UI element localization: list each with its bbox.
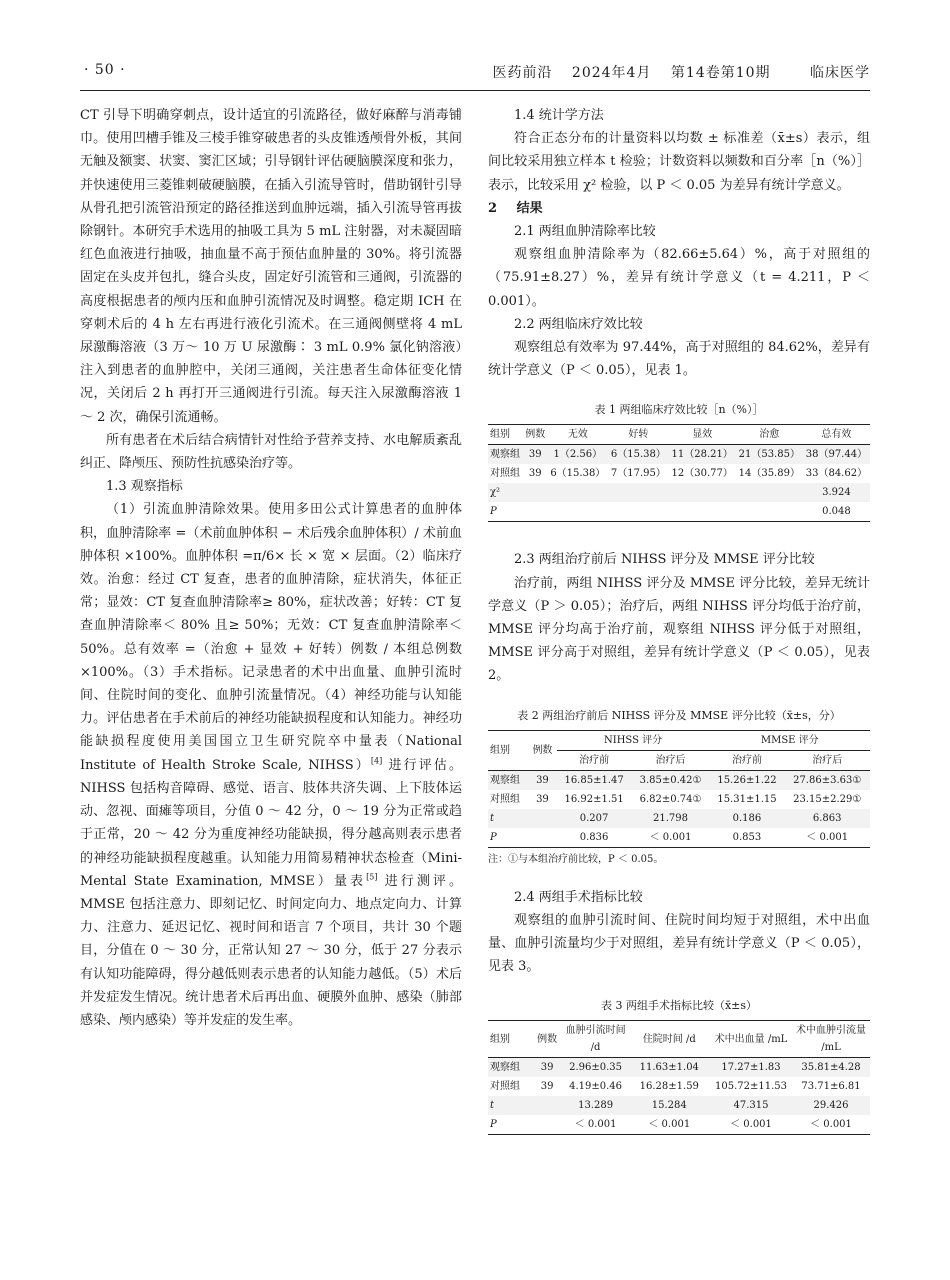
table-row xyxy=(488,483,870,502)
t2-cell: 0.836 xyxy=(579,831,609,843)
table-1 xyxy=(488,402,870,522)
t1-cell: 39 xyxy=(523,445,548,465)
journal-info xyxy=(478,62,870,82)
table-row xyxy=(488,809,870,828)
heading-1-4: 1.4 统计学方法 xyxy=(514,108,604,123)
heading-2-title: 结果 xyxy=(516,200,543,216)
t3-cell: P xyxy=(490,1119,497,1131)
t2-cell: 0.207 xyxy=(557,809,632,828)
heading-2-3: 2.3 两组治疗前后 NIHSS 评分及 MMSE 评分比较 xyxy=(514,552,815,568)
t2-cell: t xyxy=(488,809,528,828)
t2-cell: 6.863 xyxy=(784,809,870,828)
t3-cell: 73.71±6.81 xyxy=(801,1081,861,1093)
paragraph-2-4: 观察组的血肿引流时间、住院时间均短于对照组，术中出血量、血肿引流量均少于对照组，差异有统计学意义（P ＜ 0.05），见表 3。 xyxy=(488,912,870,975)
t3-cell: 2.96±0.35 xyxy=(563,1058,629,1078)
t3-cell: 105.72±11.53 xyxy=(715,1081,787,1093)
t1-cell: 12（30.77） xyxy=(671,468,733,480)
t2-cell: 23.15±2.29① xyxy=(793,793,862,805)
citation-4: [4] xyxy=(370,756,383,766)
t3-header: 住院时间 /d xyxy=(629,1021,710,1058)
t1-header: 总有效 xyxy=(803,425,870,445)
t3-cell: ＜ 0.001 xyxy=(574,1119,617,1131)
t3-header: 例数 xyxy=(532,1021,563,1058)
t2-cell: 15.31±1.15 xyxy=(717,793,777,805)
t3-cell: 39 xyxy=(532,1058,563,1078)
t1-cell: 6（15.38） xyxy=(550,468,606,480)
paragraph-2-1: 观察组血肿清除率为（82.66±5.64）%，高于对照组的（75.91±8.27）%，差异有统计学意义（t = 4.211，P ＜ 0.001）。 xyxy=(488,247,870,309)
t3-cell: 16.28±1.59 xyxy=(639,1081,699,1093)
t1-cell: 39 xyxy=(528,468,542,480)
table-row xyxy=(488,790,870,809)
t3-cell xyxy=(532,1115,563,1135)
t1-cell: 对照组 xyxy=(490,468,520,480)
issue-date: 2024年4月 xyxy=(571,65,652,81)
t3-cell xyxy=(532,1096,563,1115)
paragraph-statistics: 符合正态分布的计量资料以均数 ± 标准差（x̄±s）表示，组间比较采用独立样本 t 检验；计数资料以频数和百分率［n（%）］表示，比较采用 χ² 检验，以 P ＜ 0.05 为差异有统计学意义。 xyxy=(488,131,870,193)
t3-cell: 39 xyxy=(540,1081,554,1093)
table-row xyxy=(488,828,870,848)
t3-cell: 4.19±0.46 xyxy=(569,1081,623,1093)
running-header xyxy=(84,62,870,86)
issue-volume: 第14卷第10期 xyxy=(670,65,771,81)
paragraph-procedure: CT 引导下明确穿刺点，设计适宜的引流路径，做好麻醉与消毒铺巾。使用凹槽手锥及三棱手锥穿破患者的头皮锥透颅骨外板，其间无触及额窦、状窦、窦汇区域；引导钢针评估硬脑膜深度和张力，并快速使用三菱锥刺破硬脑膜，在插入引流导管时，借助钢针引导从骨孔把引流管沿预定的路径推送到血肿远端，插入引流导管再拔除钢针。本研究手术选用的抽吸工具为 5 mL 注射器，对未凝固暗红色血液进行抽吸，抽血量不高于预估血肿量的 30%。将引流器固定在头皮并包扎，缝合头皮，固定好引流管和三通阀，引流器的高度根据患者的颅内压和血肿引流情况及时调整。稳定期 ICH 在穿刺术后的 4 h 左右再进行液化引流术。在三通阀侧壁将 4 mL 尿激酶溶液（3 万～ 10 万 U 尿激酶∶ 3 mL 0.9% 氯化钠溶液）注入到患者的血肿腔中，关闭三通阀，关注患者生命体征变化情况，关闭后 2 h 再打开三通阀进行引流。每天注入尿激酶溶液 1 ～ 2 次，确保引流通畅。 xyxy=(80,108,462,425)
t1-cell: 11（28.21） xyxy=(669,445,736,465)
t1-header: 治愈 xyxy=(736,425,803,445)
t1-cell: 14（35.89） xyxy=(738,468,800,480)
t2-header-after: 治疗后 xyxy=(632,750,710,770)
t1-cell xyxy=(523,483,548,502)
heading-2 xyxy=(488,197,870,220)
t1-cell xyxy=(523,502,548,522)
table-row xyxy=(488,1115,870,1135)
table-row xyxy=(488,1077,870,1096)
t2-header-mmse: MMSE 评分 xyxy=(710,730,870,750)
heading-1-3: 1.3 观察指标 xyxy=(106,479,183,495)
obs-text-b: 进行评估。NIHSS 包括构音障碍、感觉、语言、肢体共济失调、上下肢体运动、忽视、面瘫等项目，分值 0 ～ 42 分，0 ～ 19 分为正常或趋于正常，20 ～ 42 分为重度神经功能缺损，得分越高则表示患者的神经功能缺损程度越重。认知能力用简易精神状态检查（Mini-Mental State Examination, MMSE）量表 xyxy=(80,757,462,889)
left-column xyxy=(80,104,462,1032)
t2-cell xyxy=(528,809,556,828)
paragraph-2-2: 观察组总有效率为 97.44%，高于对照组的 84.62%，差异有统计学意义（P ＜ 0.05），见表 1。 xyxy=(488,340,870,379)
t3-header: 术中血肿引流量 /mL xyxy=(792,1021,870,1058)
t2-header-before: 治疗前 xyxy=(710,750,785,770)
paragraph-2-3: 治疗前，两组 NIHSS 评分及 MMSE 评分比较，差异无统计学意义（P ＞ 0.05）；治疗后，两组 NIHSS 评分均低于治疗前，MMSE 评分均高于治疗前，观察组 NIHSS 评分低于对照组，MMSE 评分高于对照组，差异有统计学意义（P ＜ 0.05），见表 2。 xyxy=(488,575,870,684)
t1-cell xyxy=(548,483,609,502)
t2-header-nihss: NIHSS 评分 xyxy=(557,730,710,750)
table-row xyxy=(488,445,870,465)
t2-cell: 0.853 xyxy=(732,831,762,843)
table-3-grid xyxy=(488,1020,870,1135)
table-2-caption: 表 2 两组治疗前后 NIHSS 评分及 MMSE 评分比较（x̄±s，分） xyxy=(517,708,841,722)
t1-cell xyxy=(608,483,669,502)
table-row xyxy=(488,1096,870,1115)
t3-cell: 观察组 xyxy=(488,1058,532,1078)
t3-cell: ＜ 0.001 xyxy=(648,1119,691,1131)
t2-header-after: 治疗后 xyxy=(784,750,870,770)
t1-header: 例数 xyxy=(523,425,548,445)
t2-cell: 39 xyxy=(536,793,549,805)
t3-cell: 17.27±1.83 xyxy=(710,1058,792,1078)
page-number: · 50 · xyxy=(84,62,126,78)
t1-cell: 3.924 xyxy=(803,483,870,502)
t3-cell: 11.63±1.04 xyxy=(629,1058,710,1078)
t3-cell: 47.315 xyxy=(710,1096,792,1115)
t1-cell xyxy=(669,502,736,522)
table-2 xyxy=(488,708,870,868)
t1-header: 显效 xyxy=(669,425,736,445)
table-row xyxy=(488,770,870,790)
heading-2-number: 2 xyxy=(488,200,498,216)
table-3 xyxy=(488,998,870,1135)
t1-cell: 38（97.44） xyxy=(803,445,870,465)
journal-name: 医药前沿 xyxy=(492,65,553,81)
t3-cell: t xyxy=(488,1096,532,1115)
t1-cell: 1（2.56） xyxy=(548,445,609,465)
t2-cell: 16.85±1.47 xyxy=(557,770,632,790)
t3-cell: ＜ 0.001 xyxy=(810,1119,852,1131)
paragraph-postop-care: 所有患者在术后结合病情针对性给予营养支持、水电解质紊乱纠正、降颅压、预防性抗感染治疗等。 xyxy=(80,432,462,472)
t2-cell: 27.86±3.63① xyxy=(784,770,870,790)
table-2-grid xyxy=(488,730,870,848)
t2-cell: 对照组 xyxy=(490,793,520,805)
t2-cell: 16.92±1.51 xyxy=(564,793,624,805)
obs-text-a: （1）引流血肿清除效果。使用多田公式计算患者的血肿体积，血肿清除率 =（术前血肿体积 − 术后残余血肿体积）/ 术前血肿体积 ×100%。血肿体积 =π/6× 长 × 宽 × 层面。（2）临床疗效。治愈：经过 CT 复查，患者的血肿清除，症状消失，体征正常；显效：CT 复查血肿清除率≥ 80%，症状改善；好转：CT 复查血肿清除率＜ 80% 且≥ 50%；无效：CT 复查血肿清除率＜ 50%。总有效率 =（治愈 + 显效 + 好转）例数 / 本组总例数 ×100%。（3）手术指标。记录患者的术中出血量、血肿引流时间、住院时间的变化、血肿引流量情况。（4）神经功能与认知能力。评估患者在手术前后的神经功能缺损程度和认知能力。神经功能缺损程度使用美国国立卫生研究院卒中量表（National Institute of Health Stroke Scale, NIHSS） xyxy=(80,502,462,773)
t1-cell: 0.048 xyxy=(822,506,851,518)
t2-cell: 39 xyxy=(528,770,556,790)
t2-cell: 15.26±1.22 xyxy=(710,770,785,790)
t1-header: 无效 xyxy=(548,425,609,445)
t2-cell: 观察组 xyxy=(488,770,528,790)
t1-header: 好转 xyxy=(608,425,669,445)
t1-cell: 33（84.62） xyxy=(805,468,868,480)
t1-cell: 观察组 xyxy=(488,445,523,465)
t1-cell xyxy=(736,483,803,502)
t2-cell: P xyxy=(490,831,497,843)
t3-cell: 15.284 xyxy=(629,1096,710,1115)
table-row xyxy=(488,1058,870,1078)
table-3-caption: 表 3 两组手术指标比较（x̄±s） xyxy=(600,999,758,1013)
right-column xyxy=(488,104,870,1135)
t2-cell: ＜ 0.001 xyxy=(649,831,692,843)
t2-cell xyxy=(528,828,556,848)
t3-header: 组别 xyxy=(488,1021,532,1058)
t1-cell: P xyxy=(490,506,497,518)
heading-2-4: 2.4 两组手术指标比较 xyxy=(514,889,643,905)
header-rule xyxy=(80,90,870,91)
t1-cell xyxy=(736,502,803,522)
t1-cell xyxy=(608,502,669,522)
t2-header-group: 组别 xyxy=(488,730,528,770)
citation-5: [5] xyxy=(366,872,378,882)
table-1-grid xyxy=(488,424,870,522)
t1-cell: 21（53.85） xyxy=(736,445,803,465)
heading-2-2: 2.2 两组临床疗效比较 xyxy=(514,316,643,332)
t2-cell: 6.82±0.74① xyxy=(639,793,702,805)
t3-header: 血肿引流时间 /d xyxy=(563,1021,629,1058)
t2-cell: 3.85±0.42① xyxy=(632,770,710,790)
t1-cell: 6（15.38） xyxy=(608,445,669,465)
table-1-caption: 表 1 两组临床疗效比较［n（%）］ xyxy=(594,403,764,417)
t3-cell: 29.426 xyxy=(792,1096,870,1115)
t2-header-before: 治疗前 xyxy=(557,750,632,770)
t3-header: 术中出血量 /mL xyxy=(710,1021,792,1058)
t2-cell: 21.798 xyxy=(632,809,710,828)
heading-2-1: 2.1 两组血肿清除率比较 xyxy=(514,224,656,240)
section-name: 临床医学 xyxy=(810,65,870,81)
t3-cell: 13.289 xyxy=(563,1096,629,1115)
table-2-note: 注：①与本组治疗前比较，P ＜ 0.05。 xyxy=(488,853,664,865)
t2-header-n: 例数 xyxy=(528,730,556,770)
t2-cell: 0.186 xyxy=(710,809,785,828)
t2-cell: ＜ 0.001 xyxy=(806,831,849,843)
t3-cell: ＜ 0.001 xyxy=(730,1119,772,1131)
table-row xyxy=(488,464,870,483)
t1-cell: 7（17.95） xyxy=(610,468,666,480)
t1-cell: χ² xyxy=(488,483,523,502)
t3-cell: 35.81±4.28 xyxy=(792,1058,870,1078)
t1-cell xyxy=(669,483,736,502)
obs-text-c: 进行测评。MMSE 包括注意力、即刻记忆、时间定向力、地点定向力、计算力、注意力、延迟记忆、视时间和语言 7 个项目，共计 30 个题目，分值在 0 ～ 30 分，正常认知 27 ～ 30 分，低于 27 分表示有认知功能障碍，得分越低则表示患者的认知能力越低。（5）术后并发症发生情况。统计患者术后再出血、硬膜外血肿、感染（肺部感染、颅内感染）等并发症的发生率。 xyxy=(80,873,462,1028)
table-row xyxy=(488,502,870,522)
t1-cell xyxy=(548,502,609,522)
t3-cell: 对照组 xyxy=(490,1081,520,1093)
t1-header: 组别 xyxy=(488,425,523,445)
paragraph-observation-indicators xyxy=(80,498,462,1032)
